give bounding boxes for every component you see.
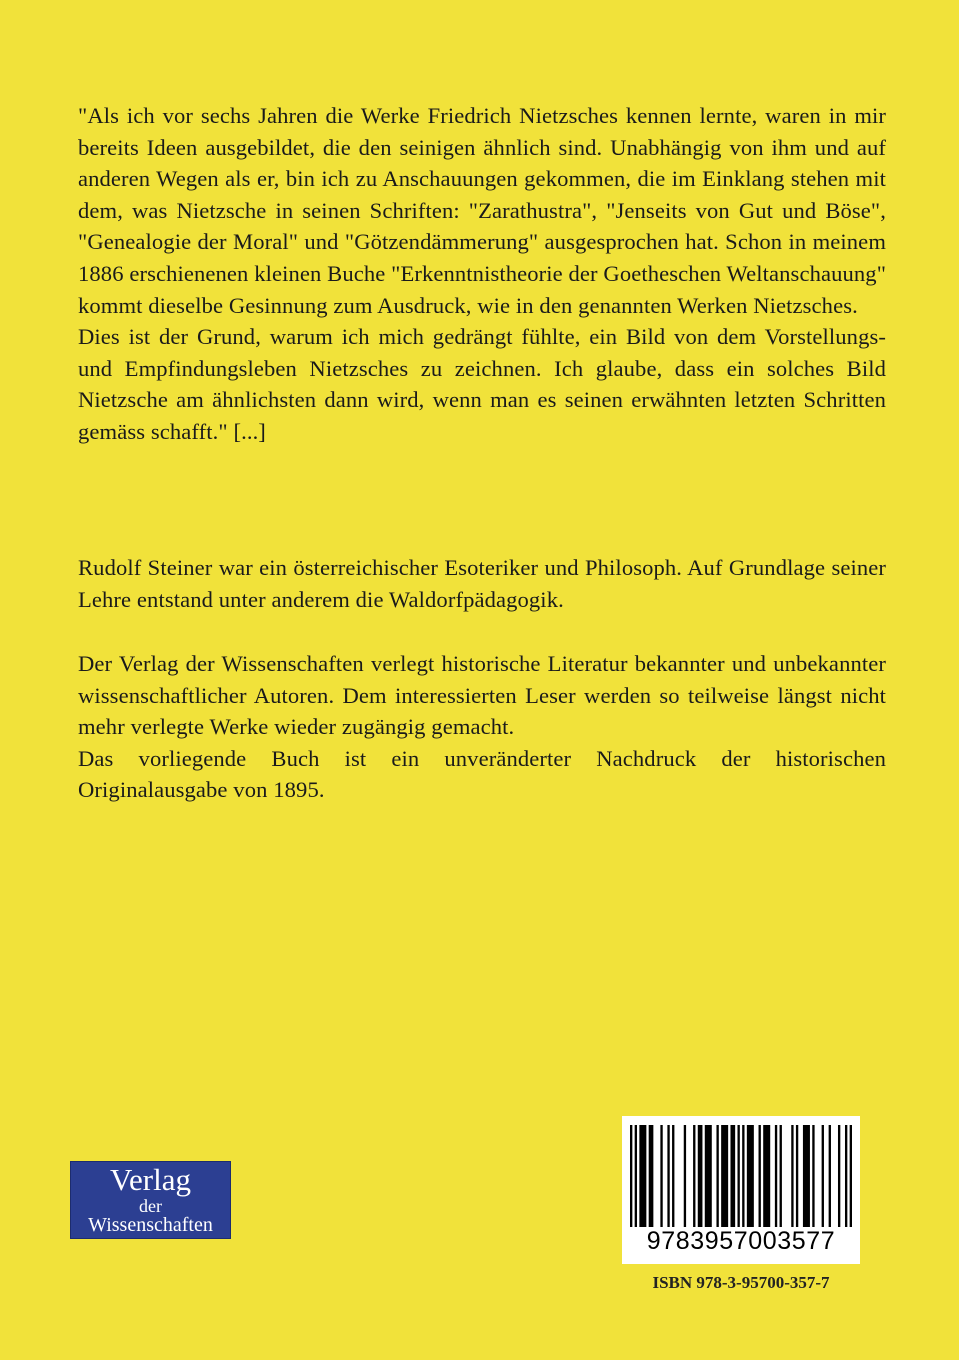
barcode-bar <box>705 1125 712 1227</box>
barcode-bar <box>730 1125 735 1227</box>
quote-paragraph-2: Dies ist der Grund, warum ich mich gedrängt fühlte, ein Bild von dem Vorstellungs- und Empfindungsleben Nietzsches zu zeichnen. Ich glaube, dass ein solches Bild Nietzsche am ähnlichsten dann wird, wenn man es seinen erwähnten letzten Schritten gemäss schafft." [...] <box>78 324 886 444</box>
barcode-bar <box>742 1125 744 1227</box>
barcode-bar <box>780 1125 782 1227</box>
barcode-bar <box>838 1125 840 1227</box>
barcode-bar <box>649 1125 654 1227</box>
publisher-paragraph-1: Der Verlag der Wissenschaften verlegt historische Literatur bekannter und unbekannter wissenschaftlicher Autoren. Dem interessierten Leser werden so teilweise längst nicht mehr verlegte Werke wieder zugängig gemacht. <box>78 651 886 740</box>
barcode-bar <box>630 1125 632 1227</box>
barcode-bar <box>660 1125 662 1227</box>
quote-paragraph-1: "Als ich vor sechs Jahren die Werke Friedrich Nietzsches kennen lernte, waren in mir bereits Ideen ausgebildet, die den seinigen ähnlich sind. Unabhängig von ihm und auf anderen Wegen als er, bin ich zu Anschauungen gekommen, die im Einklang stehen mit dem, was Nietzsche in seinen Schriften: "Zarathustra", "Jenseits von Gut und Böse", "Genealogie der Moral" und "Götzendämmerung" ausgesprochen hat. Schon in meinem 1886 erschienenen kleinen Buche "Erkenntnistheorie der Goetheschen Weltanschauung" kommt dieselbe Gesinnung zum Ausdruck, wie in den genannten Werken Nietzsches. <box>78 103 887 318</box>
barcode-bar <box>721 1125 728 1227</box>
barcode-bar <box>737 1125 739 1227</box>
barcode-bar <box>747 1125 754 1227</box>
barcode-bar <box>803 1125 810 1227</box>
quote-text <box>78 100 886 448</box>
publisher-info <box>78 648 886 806</box>
author-bio-paragraph: Rudolf Steiner war ein österreichischer Esoteriker und Philosoph. Auf Grundlage seiner Lehre entstand unter anderem die Waldorfpädagogik. <box>78 555 886 612</box>
barcode-bar <box>791 1125 793 1227</box>
logo-line-wissenschaften: Wissenschaften <box>88 1214 213 1236</box>
author-bio <box>78 552 886 615</box>
barcode-bar <box>693 1125 695 1227</box>
barcode-bar <box>822 1125 824 1227</box>
barcode-bar <box>684 1125 686 1227</box>
barcode-bar <box>635 1125 637 1227</box>
barcode-bar <box>845 1125 847 1227</box>
logo-line-der: der <box>139 1196 162 1216</box>
barcode-bar <box>775 1125 777 1227</box>
barcode-bar <box>698 1125 703 1227</box>
barcode-bar <box>812 1125 814 1227</box>
logo-line-verlag: Verlag <box>110 1162 191 1197</box>
publisher-paragraph-2: Das vorliegende Buch ist ein unveränderter Nachdruck der historischen Originalausgabe von 1895. <box>78 745 886 803</box>
barcode-bars <box>630 1125 852 1227</box>
barcode-bar <box>829 1125 831 1227</box>
barcode-bar <box>759 1125 761 1227</box>
barcode-digits: 9783957003577 <box>646 1227 836 1255</box>
barcode-bar <box>850 1125 852 1227</box>
publisher-logo <box>70 1161 231 1239</box>
barcode-bar <box>763 1125 770 1227</box>
barcode-bar <box>667 1125 669 1227</box>
barcode-bar <box>796 1125 798 1227</box>
barcode-bar <box>672 1125 674 1227</box>
barcode <box>622 1116 860 1264</box>
barcode-bar <box>716 1125 718 1227</box>
barcode-bar <box>639 1125 646 1227</box>
isbn-label: ISBN 978-3-95700-357-7 <box>652 1273 830 1292</box>
